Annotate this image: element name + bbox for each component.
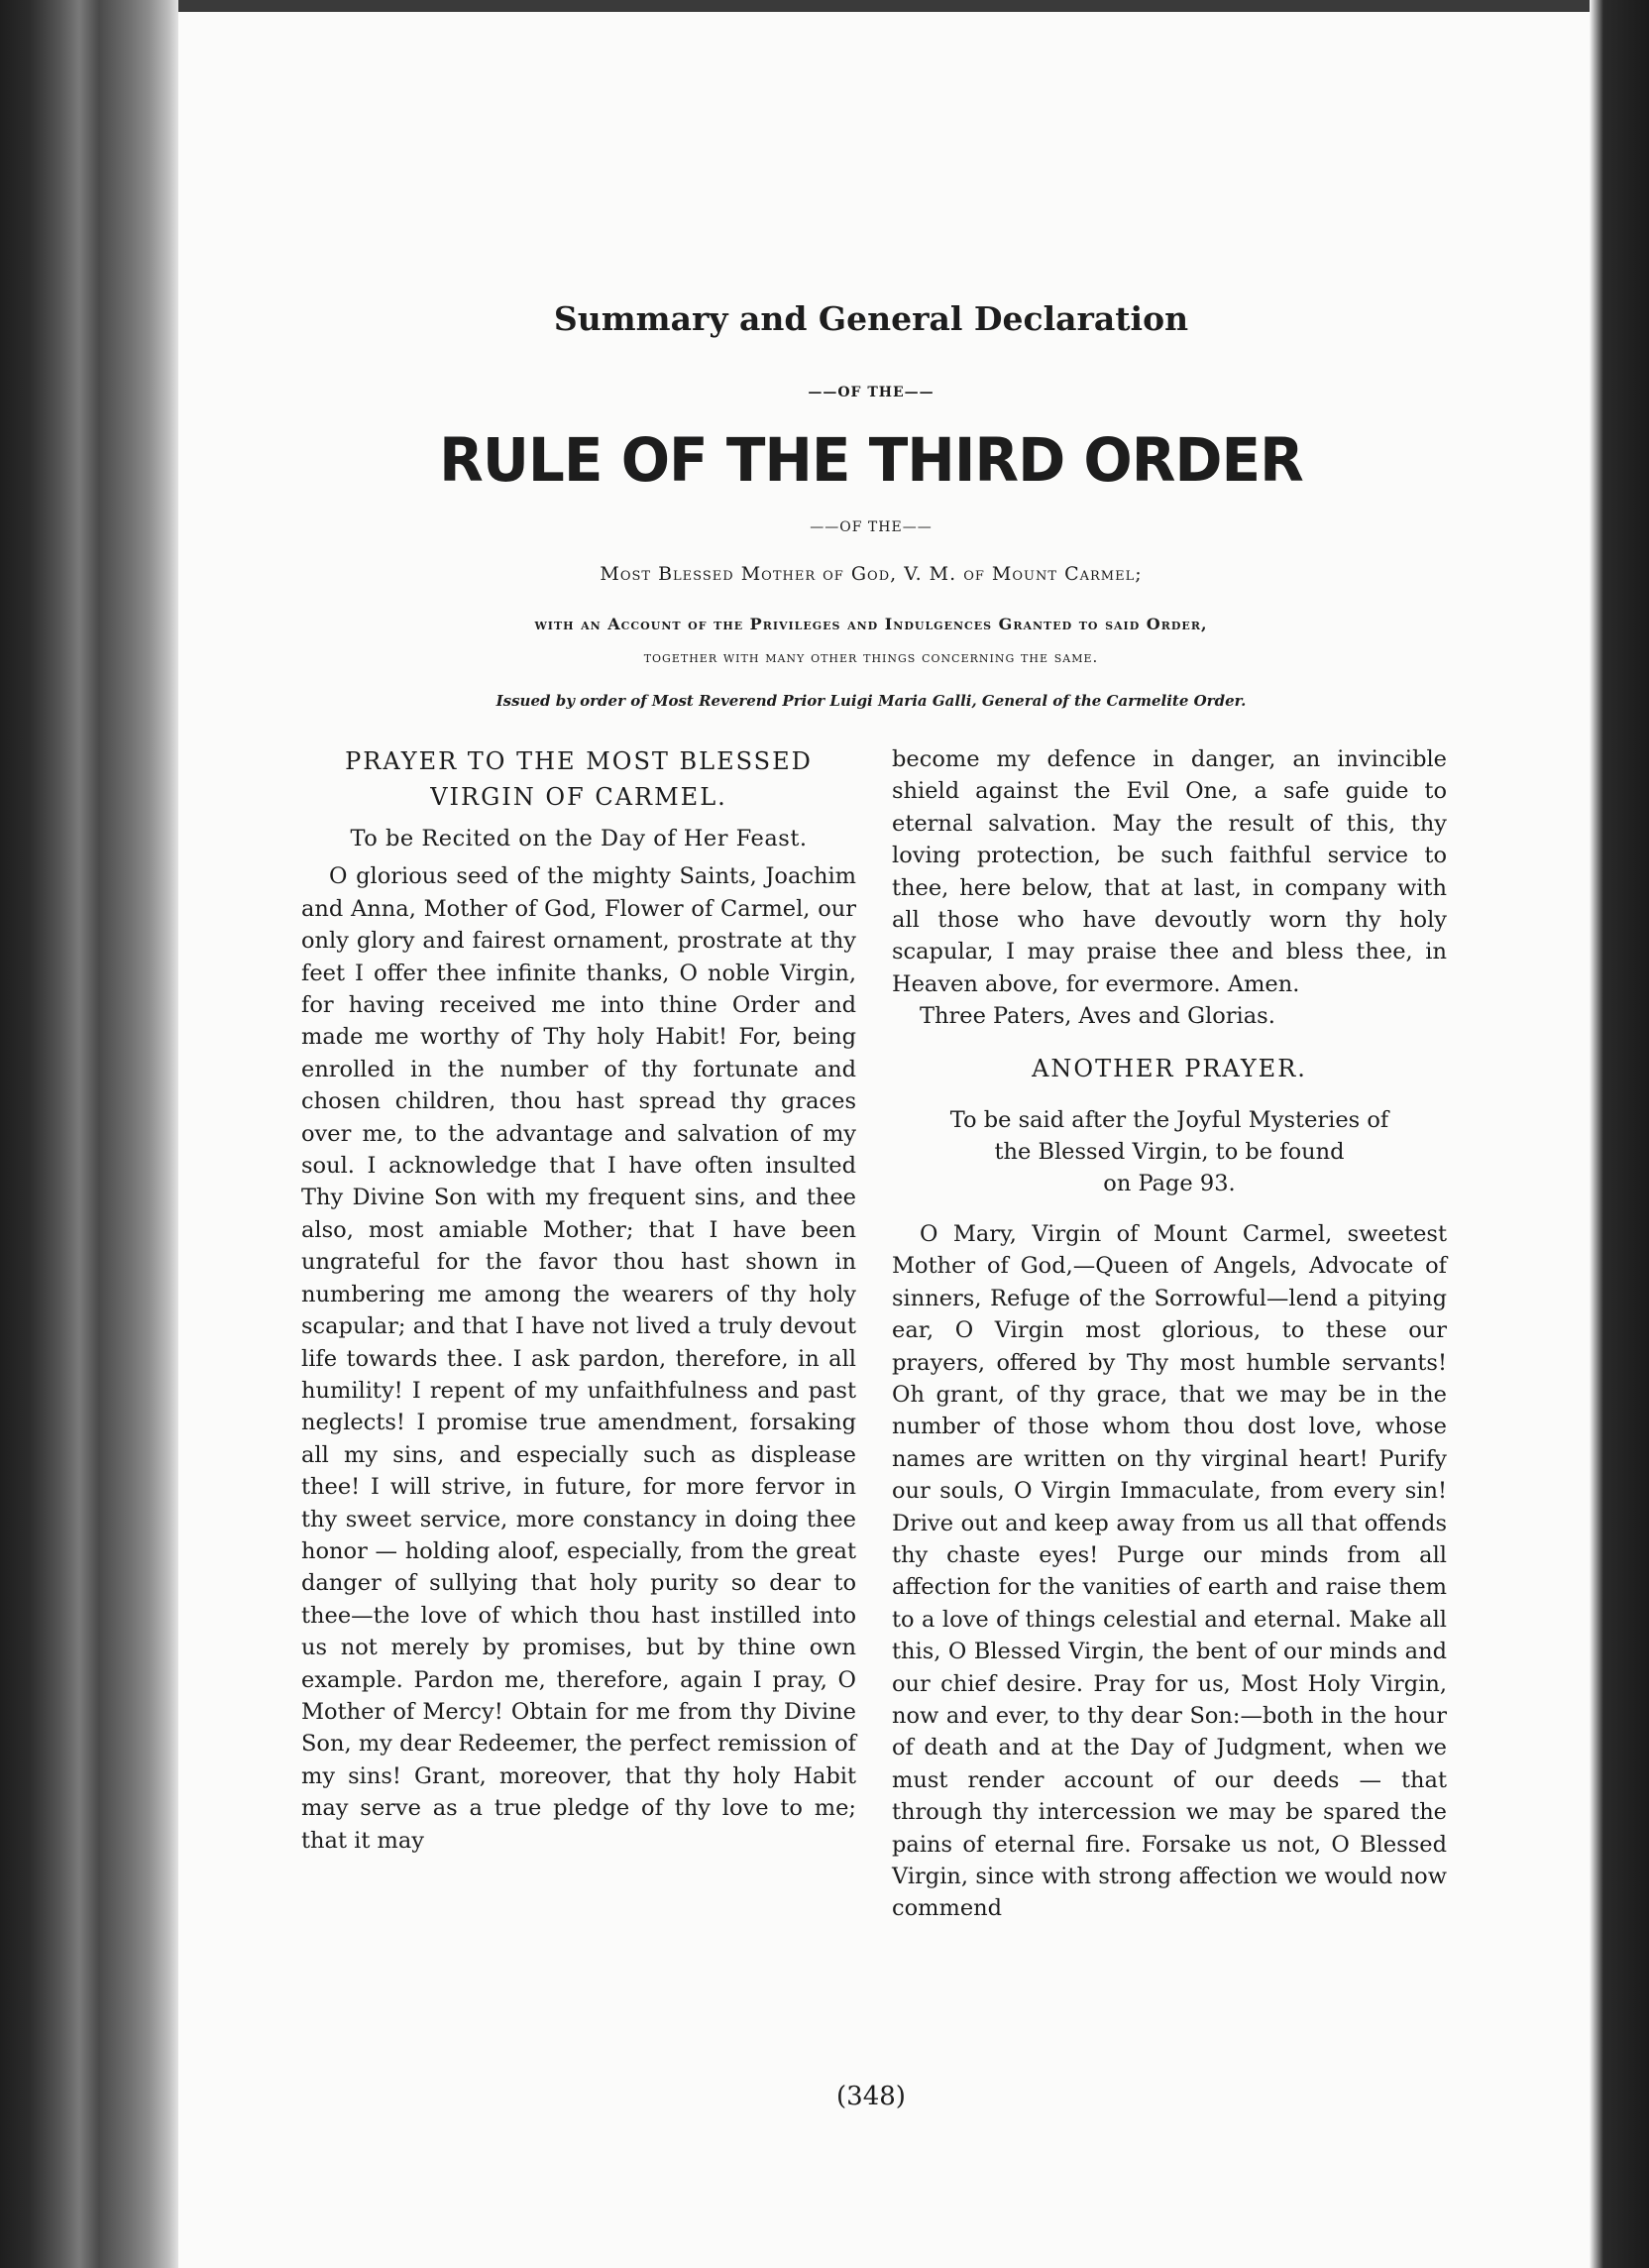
of-the-divider-1: ——OF THE—— — [808, 385, 934, 400]
another-prayer-heading: ANOTHER PRAYER. — [1032, 1054, 1307, 1082]
right-continuation: become my defence in danger, an invincible shield against the Evil One, a safe guide to eternal salvation. May the result of this, thy loving protection, be such faithful service to thee, here below, that at last, in company with all those who have devoutly worn thy holy scapular, I may praise thee and bless thee, in Heaven above, for evermore. Amen. — [892, 746, 1447, 997]
right-prayer-body: O Mary, Virgin of Mount Carmel, sweetest Mother of God,—Queen of Angels, Advocate of sinners, Refuge of the Sorrowful—lend a pitying ear, O Virgin most glorious, to these our prayers, offered by Thy most humble servants! Oh grant, of thy grace, that we may be in the number of those whom thou dost love, whose names are written on thy virginal heart! Purify our souls, O Virgin Immaculate, from every sin! Drive out and keep away from us all that offends thy chaste eyes! Purge our minds from all affection for the vanities of earth and raise them to a love of things celestial and eternal. Make all this, O Blessed Virgin, the bent of our minds and our chief desire. Pray for us, Most Holy Virgin, now and ever, to thy dear Son:—both in the hour of death and at the Day of Judgment, when we must render account of our deeds — that through thy intercession we may be spared the pains of eternal fire. Forsake us not, O Blessed Virgin, since with strong affection we would now commend — [892, 1220, 1447, 1922]
left-column — [301, 743, 856, 1857]
book-page — [178, 12, 1590, 2268]
right-subtitle-3: on Page 93. — [1103, 1171, 1236, 1197]
book-right-edge — [1590, 0, 1649, 2268]
of-the-divider-2: ——OF THE—— — [810, 519, 933, 535]
account-line-1: with an Account of the Privileges and Indulgences Granted to said Order, — [534, 615, 1208, 633]
paters-line: Three Paters, Aves and Glorias. — [920, 1003, 1275, 1030]
issued-by-line: Issued by order of Most Reverend Prior Luigi Maria Galli, General of the Carmelite Order. — [495, 692, 1247, 710]
summary-title: Summary and General Declaration — [553, 299, 1189, 338]
left-heading-1: PRAYER TO THE MOST BLESSED — [345, 747, 813, 775]
spacer — [892, 1200, 1447, 1218]
left-heading-2: VIRGIN OF CARMEL. — [430, 783, 727, 811]
right-column — [892, 743, 1447, 1925]
book-binding-edge — [0, 0, 178, 2268]
left-prayer-body: O glorious seed of the mighty Saints, Joachim and Anna, Mother of God, Flower of Carmel, our only glory and fairest ornament, prostrate at thy feet I offer thee infinite thanks, O noble Virgin, for having received me into thine Order and made me worthy of Thy holy Habit! For, being enrolled in the number of thy fortunate and chosen children, thou hast spread thy graces over me, to the advantage and salvation of my soul. I acknowledge that I have often insulted Thy Divine Son with my frequent sins, and thee also, most amiable Mother; that I have been ungrateful for the favor thou hast shown in numbering me among the wearers of thy holy scapular; and that I have not lived a truly devout life towards thee. I ask pardon, therefore, in all humility! I repent of my unfaithfulness and past neglects! I promise true amendment, forsaking all my sins, and especially such as displease thee! I will strive, in future, for more fervor in thy sweet service, more constancy in doing thee honor — holding aloof, especially, from the great danger of sullying that holy purity so dear to thee—the love of which thou hast instilled into us not merely by promises, but by thine own example. Pardon me, therefore, again I pray, O Mother of Mercy! Obtain for me from thy Divine Son, my dear Redeemer, the perfect remission of my sins! Grant, moreover, that thy holy Habit may serve as a true pledge of thy love to me; that it may — [301, 863, 856, 1854]
right-subtitle-2: the Blessed Virgin, to be found — [994, 1139, 1345, 1166]
rule-title: RULE OF THE THIRD ORDER — [439, 424, 1303, 496]
spacer — [892, 1033, 1447, 1051]
right-subtitle-1: To be said after the Joyful Mysteries of — [949, 1106, 1389, 1133]
spacer — [892, 1086, 1447, 1104]
page-number: (348) — [836, 2082, 906, 2111]
left-subtitle: To be Recited on the Day of Her Feast. — [350, 826, 808, 851]
account-line-2: together with many other things concerning the same. — [643, 648, 1099, 666]
most-blessed-subtitle: Most Blessed Mother of God, V. M. of Mount Carmel; — [600, 563, 1143, 585]
